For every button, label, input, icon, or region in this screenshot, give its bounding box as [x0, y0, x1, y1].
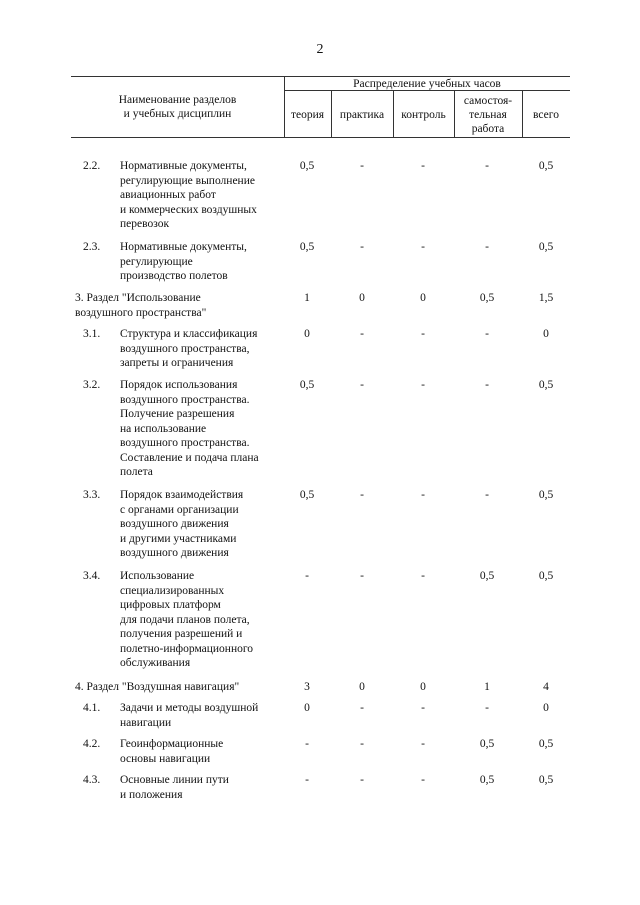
cell-theory: 0,5	[299, 489, 315, 501]
row-title: Задачи и методы воздушной навигации	[120, 702, 259, 729]
cell-control: -	[421, 328, 425, 340]
cell-practice: -	[360, 570, 364, 582]
section-title: 3. Раздел "Использование воздушного пространства"	[75, 292, 207, 319]
row-number: 2.2.	[83, 160, 101, 172]
cell-practice: -	[360, 702, 364, 714]
header-col-selfstudy: самостоя- тельная работа	[463, 95, 513, 135]
cell-selfstudy: -	[485, 160, 489, 172]
row-number: 2.3.	[83, 241, 101, 253]
row-number: 3.1.	[83, 328, 101, 340]
row-title: Порядок взаимодействия с органами организации воздушного движения и другими участниками воздушного движения	[120, 489, 244, 559]
cell-theory: 0	[304, 702, 310, 714]
cell-control: -	[421, 774, 425, 786]
header-col-control: контроль	[401, 109, 446, 121]
row-title: Нормативные документы, регулирующие производство полетов	[120, 241, 247, 282]
row-title: Порядок использования воздушного пространства. Получение разрешения на использование воздушного пространства. Составление и подача плана полета	[120, 379, 259, 478]
cell-selfstudy: 0,5	[479, 570, 495, 582]
cell-control: -	[421, 738, 425, 750]
page-number: 2	[316, 42, 324, 57]
cell-selfstudy: 0,5	[479, 738, 495, 750]
cell-theory: -	[305, 738, 309, 750]
cell-total: 0,5	[538, 738, 554, 750]
cell-selfstudy: -	[485, 241, 489, 253]
row-number: 4.1.	[83, 702, 101, 714]
row-title: Основные линии пути и положения	[120, 774, 229, 801]
row-title: Использование специализированных цифровых платформ для подачи планов полета, получения разрешений и полетно-информационного обслуживания	[120, 570, 254, 669]
cell-total: 0	[543, 702, 549, 714]
cell-control: 0	[420, 681, 426, 693]
cell-theory: 0	[304, 328, 310, 340]
cell-control: -	[421, 379, 425, 391]
cell-theory: 0,5	[299, 379, 315, 391]
cell-control: -	[421, 241, 425, 253]
cell-practice: -	[360, 379, 364, 391]
cell-total: 0,5	[538, 241, 554, 253]
cell-practice: -	[360, 160, 364, 172]
row-number: 3.2.	[83, 379, 101, 391]
cell-selfstudy: -	[485, 379, 489, 391]
cell-selfstudy: 0,5	[479, 774, 495, 786]
cell-total: 1,5	[538, 292, 554, 304]
cell-total: 0,5	[538, 379, 554, 391]
cell-total: 0,5	[538, 570, 554, 582]
header-name-column: Наименование разделов и учебных дисциплин	[118, 94, 237, 120]
section-title: 4. Раздел "Воздушная навигация"	[75, 681, 240, 693]
row-number: 3.3.	[83, 489, 101, 501]
row-number: 4.3.	[83, 774, 101, 786]
cell-practice: 0	[359, 681, 365, 693]
cell-practice: -	[360, 489, 364, 501]
header-col-theory: теория	[290, 109, 325, 121]
cell-control: -	[421, 160, 425, 172]
cell-theory: -	[305, 570, 309, 582]
cell-control: -	[421, 570, 425, 582]
header-col-practice: практика	[339, 109, 385, 121]
cell-theory: 0,5	[299, 241, 315, 253]
row-title: Геоинформационные основы навигации	[120, 738, 224, 765]
row-number: 4.2.	[83, 738, 101, 750]
cell-total: 0	[543, 328, 549, 340]
cell-practice: -	[360, 774, 364, 786]
cell-practice: -	[360, 328, 364, 340]
cell-control: 0	[420, 292, 426, 304]
header-bottom-rule	[71, 137, 570, 138]
cell-theory: 0,5	[299, 160, 315, 172]
cell-theory: 3	[304, 681, 310, 693]
cell-practice: 0	[359, 292, 365, 304]
cell-theory: -	[305, 774, 309, 786]
cell-total: 0,5	[538, 489, 554, 501]
row-title: Нормативные документы, регулирующие выполнение авиационных работ и коммерческих воздушных перевозок	[120, 160, 257, 230]
cell-total: 0,5	[538, 160, 554, 172]
header-group-title: Распределение учебных часов	[353, 78, 501, 90]
row-number: 3.4.	[83, 570, 101, 582]
cell-practice: -	[360, 738, 364, 750]
cell-selfstudy: -	[485, 702, 489, 714]
cell-selfstudy: -	[485, 328, 489, 340]
cell-total: 0,5	[538, 774, 554, 786]
cell-selfstudy: 1	[484, 681, 490, 693]
header-col-total: всего	[533, 109, 559, 121]
cell-control: -	[421, 489, 425, 501]
cell-control: -	[421, 702, 425, 714]
cell-selfstudy: -	[485, 489, 489, 501]
cell-total: 4	[543, 681, 549, 693]
cell-practice: -	[360, 241, 364, 253]
cell-selfstudy: 0,5	[479, 292, 495, 304]
row-title: Структура и классификация воздушного пространства, запреты и ограничения	[120, 328, 258, 369]
cell-theory: 1	[304, 292, 310, 304]
